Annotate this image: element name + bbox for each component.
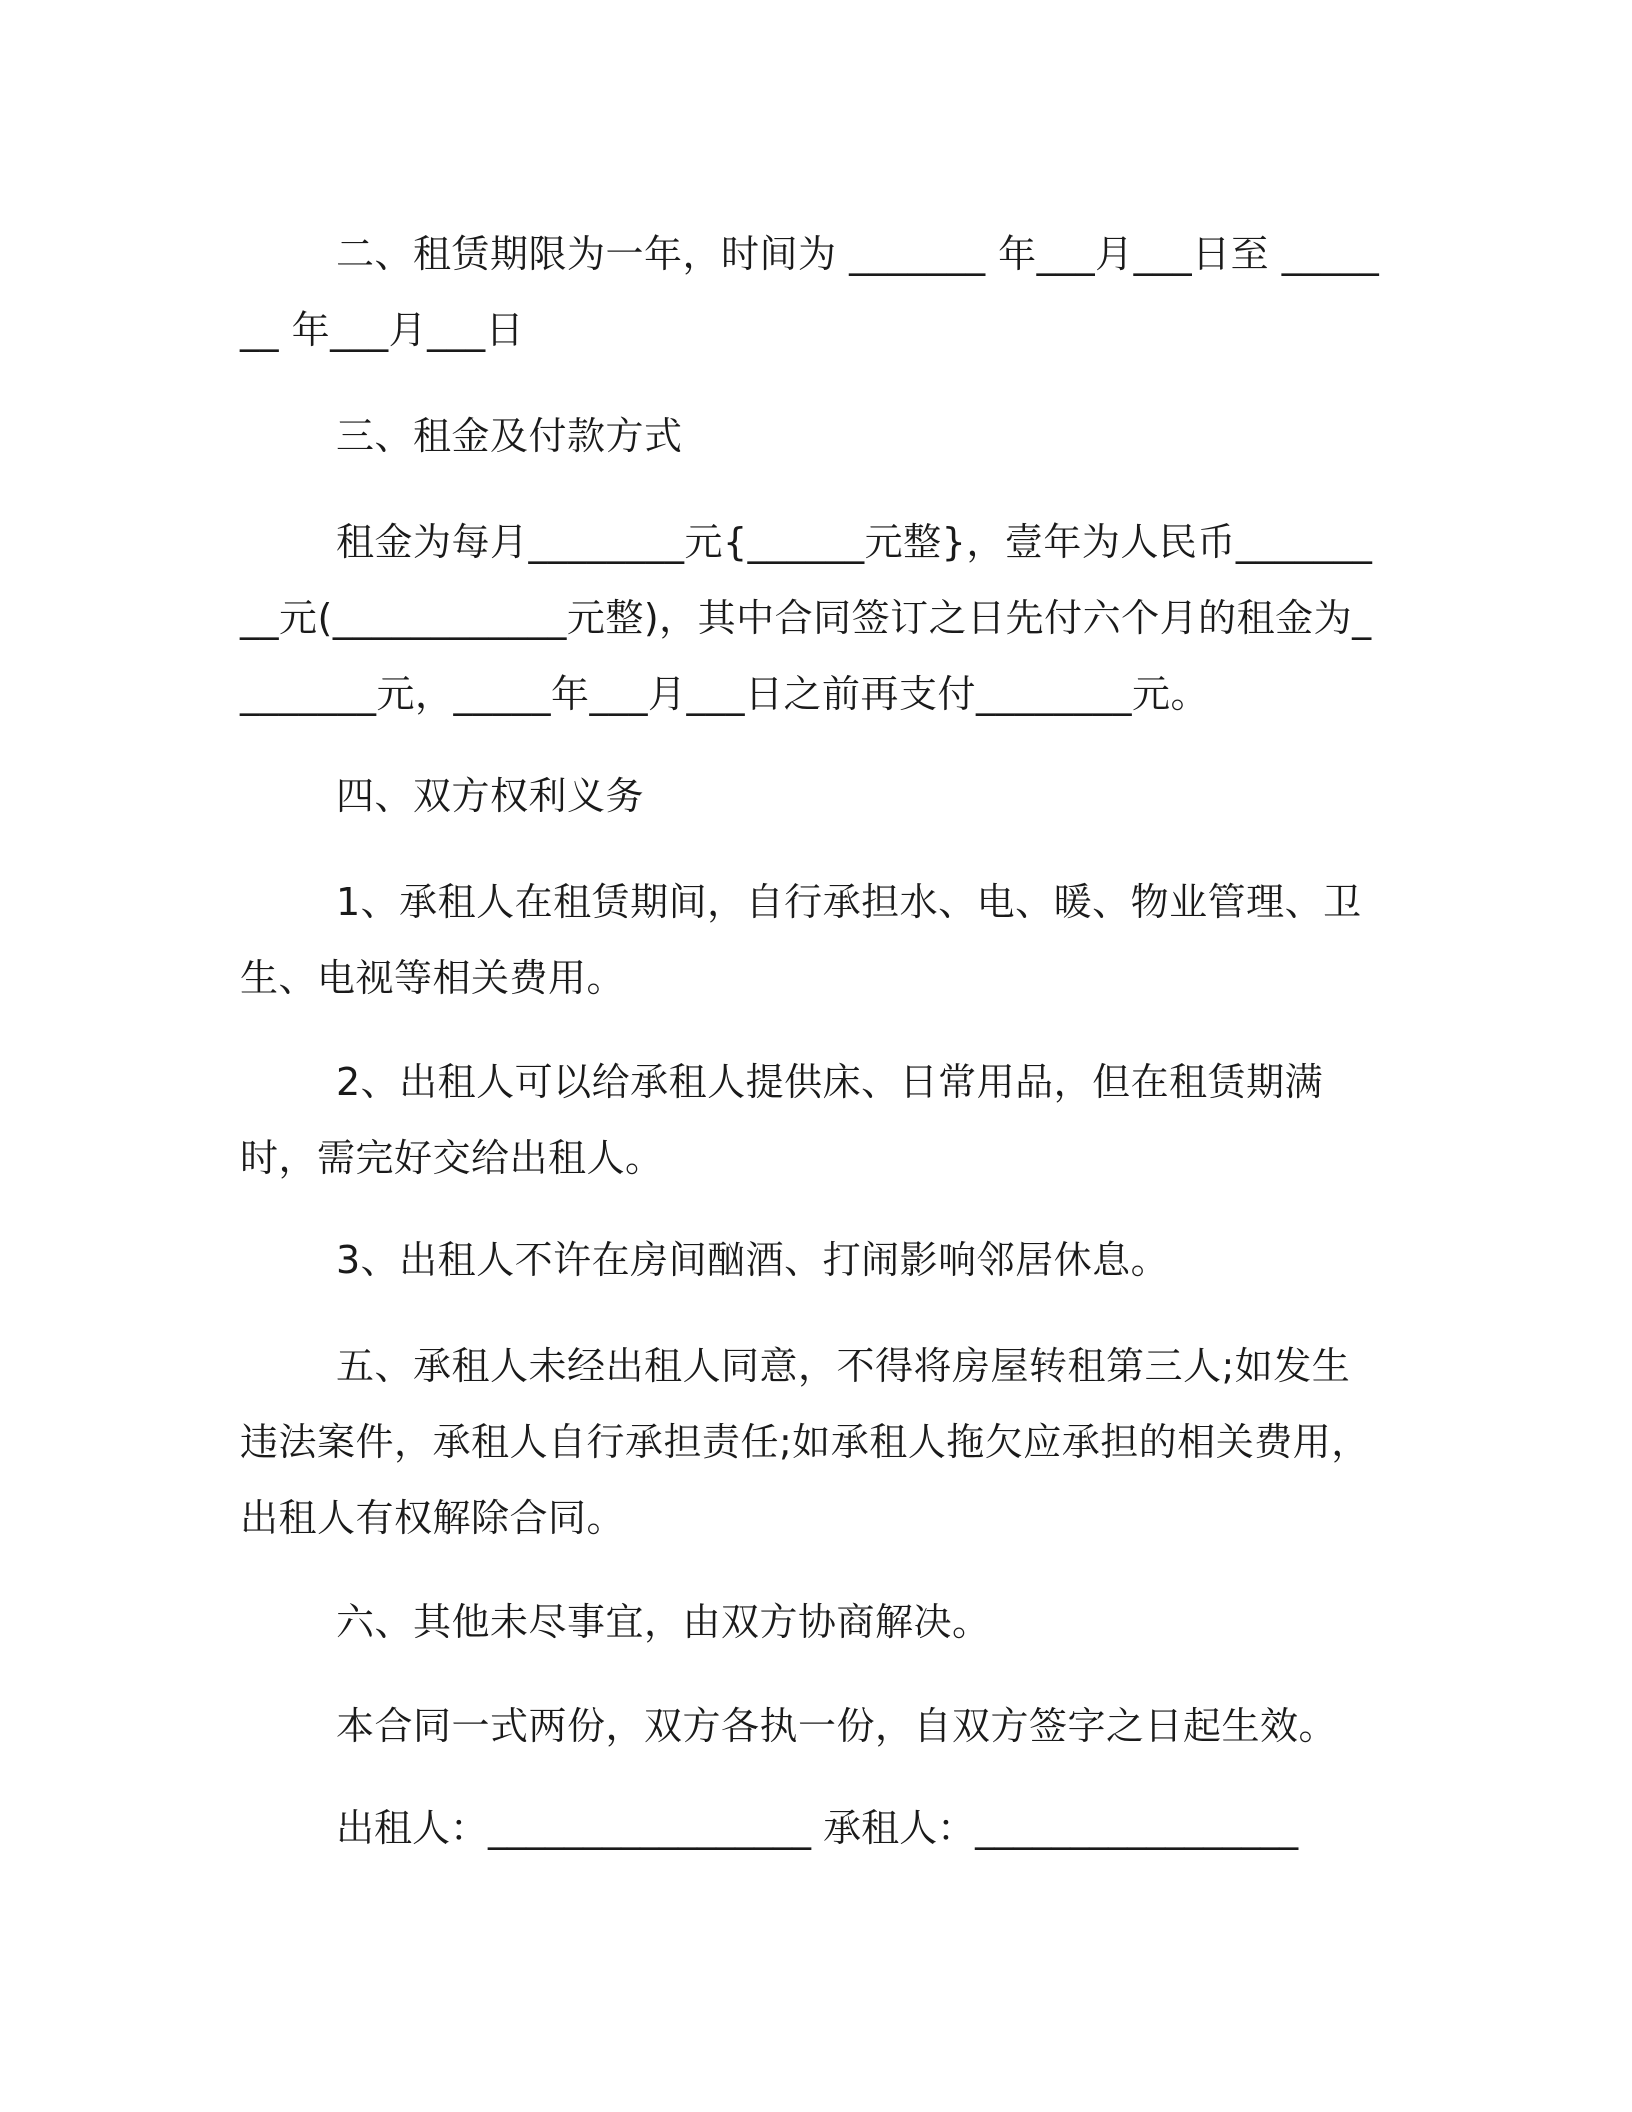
clause-rights-heading: 四、双方权利义务 — [336, 774, 645, 818]
clause-lease-term: 二、租赁期限为一年，时间为 _______ 年___月___日至 _______ 年___月___日 — [240, 232, 1380, 352]
clause-item-1: 1、承租人在租赁期间，自行承担水、电、暖、物业管理、卫生、电视等相关费用。 — [240, 880, 1362, 1000]
clause-sublet: 五、承租人未经出租人同意，不得将房屋转租第三人;如发生违法案件，承租人自行承担责任;如承租人拖欠应承担的相关费用，出租人有权解除合同。 — [240, 1344, 1370, 1540]
clause-rent-heading: 三、租金及付款方式 — [336, 414, 683, 458]
clause-item-3: 3、出租人不许在房间酗酒、打闹影响邻居休息。 — [336, 1238, 1170, 1282]
signature-line: 出租人：_________________ 承租人：_________________ — [336, 1806, 1299, 1850]
clause-item-2: 2、出租人可以给承租人提供床、日常用品，但在租赁期满时，需完好交给出租人。 — [240, 1060, 1324, 1180]
clause-copies: 本合同一式两份，双方各执一份，自双方签字之日起生效。 — [336, 1704, 1338, 1748]
clause-rent-amount: 租金为每月________元{______元整}，壹年为人民币_________元(____________元整)，其中合同签订之日先付六个月的租金为________元，_____年___月___日之前再支付________元。 — [240, 520, 1373, 716]
clause-other: 六、其他未尽事宜，由双方协商解决。 — [336, 1600, 991, 1644]
